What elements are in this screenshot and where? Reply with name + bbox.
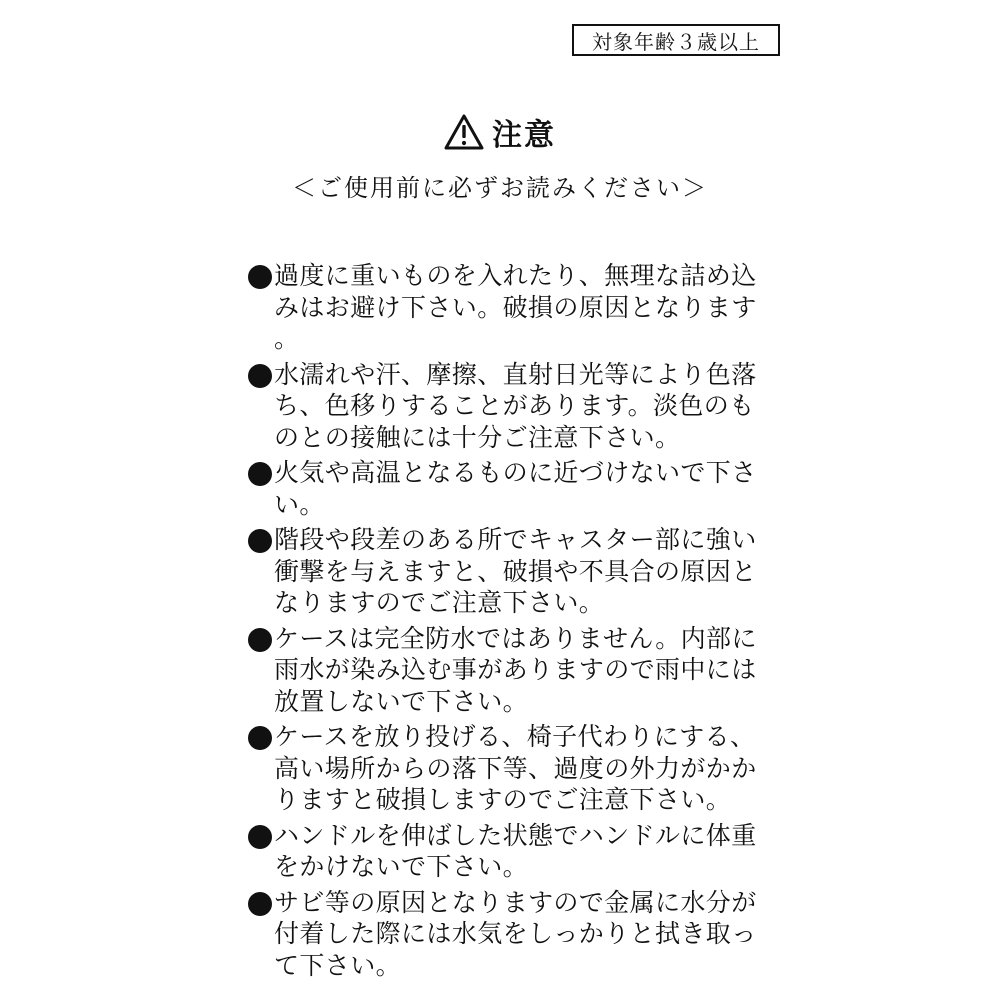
- warning-triangle-icon: [444, 114, 484, 150]
- caution-item: [248, 260, 778, 355]
- caution-item: [248, 457, 778, 520]
- caution-item: [248, 820, 778, 883]
- caution-item: [248, 721, 778, 816]
- caution-item-text: ケースを放り投げる、椅子代わりにする、高い場所からの落下等、過度の外力がかかりますと破損しますのでご注意下さい。: [274, 722, 757, 814]
- caution-item-text: サビ等の原因となりますので金属に水分が付着した際には水気をしっかりと拭き取って下さい。: [274, 887, 757, 980]
- caution-list: [248, 260, 778, 985]
- caution-item: [248, 359, 778, 454]
- bullet-dot-icon: [248, 265, 272, 289]
- read-before-use-subheading: ＜ご使用前に必ずお読みください＞: [292, 174, 708, 202]
- bullet-dot-icon: [248, 364, 272, 388]
- bullet-dot-icon: [248, 529, 272, 553]
- caution-item: [248, 623, 778, 718]
- caution-item-text: 火気や高温となるものに近づけないで下さい。: [274, 458, 757, 519]
- caution-heading: [0, 110, 1000, 154]
- caution-title: 注意: [492, 118, 556, 153]
- bullet-dot-icon: [248, 825, 272, 849]
- caution-item-text: ケースは完全防水ではありません。内部に雨水が染み込む事がありますので雨中には放置しないで下さい。: [274, 623, 757, 716]
- caution-item: [248, 887, 778, 982]
- age-recommendation-badge: [572, 24, 780, 56]
- bullet-dot-icon: [248, 628, 272, 652]
- caution-item: [248, 524, 778, 619]
- bullet-dot-icon: [248, 892, 272, 916]
- caution-item-text: 階段や段差のある所でキャスター部に強い衝撃を与えますと、破損や不具合の原因となりますのでご注意下さい。: [274, 525, 757, 617]
- caution-item-text: 過度に重いものを入れたり、無理な詰め込みはお避け下さい。破損の原因となります。: [274, 261, 757, 353]
- bullet-dot-icon: [248, 462, 272, 486]
- bullet-dot-icon: [248, 726, 272, 750]
- caution-item-text: ハンドルを伸ばした状態でハンドルに体重をかけないで下さい。: [274, 820, 757, 881]
- caution-item-text: 水濡れや汗、摩擦、直射日光等により色落ち、色移りすることがあります。淡色のものとの接触には十分ご注意下さい。: [274, 359, 757, 452]
- age-recommendation-text: 対象年齢３歳以上: [592, 29, 760, 54]
